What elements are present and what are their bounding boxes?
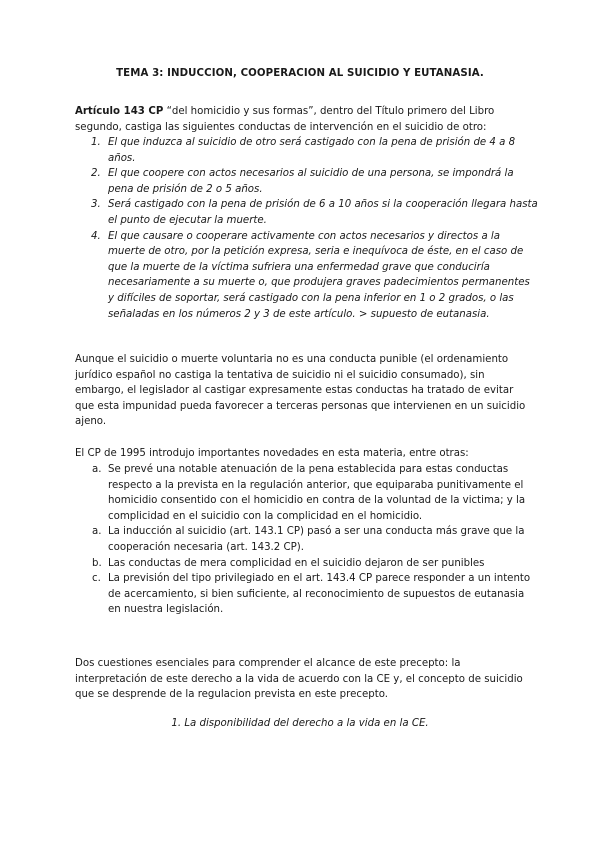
- paragraph-cuestiones: Dos cuestiones esenciales para comprender el alcance de este precepto: la interpretación de este derecho a la vida de acuerdo con la CE y, el concepto de suicidio que se desprende de la regulacion prevista en este precepto.: [75, 658, 523, 701]
- list-item-text: El que induzca al suicidio de otro será castigado con la pena de prisión de 4 a 8 años.: [108, 137, 516, 164]
- list-item-text: El que coopere con actos necesarios al suicidio de una persona, se impondrá la pena de prisión de 2 o 5 años.: [108, 168, 514, 195]
- list-item-letter: a.: [92, 464, 102, 475]
- paragraph-novedades: El CP de 1995 introdujo importantes novedades en esta materia, entre otras:: [75, 448, 469, 459]
- section-subheading: 1. La disponibilidad del derecho a la vida en la CE.: [171, 718, 429, 729]
- list-item-text: Será castigado con la pena de prisión de 6 a 10 años si la cooperación llegara hasta el punto de ejecutar la muerte.: [108, 199, 538, 226]
- list-item-number: 1.: [91, 137, 101, 148]
- list-item: [86, 166, 538, 197]
- document-title: TEMA 3: INDUCCION, COOPERACION AL SUICIDIO Y EUTANASIA.: [116, 68, 484, 79]
- list-item-letter: b.: [92, 557, 102, 569]
- list-item: [86, 229, 538, 323]
- list-item: [86, 462, 538, 524]
- list-item-letter: c.: [92, 573, 101, 585]
- list-item: [86, 556, 538, 572]
- list-item-text: Las conductas de mera complicidad en el suicidio dejaron de ser punibles: [108, 557, 485, 569]
- list-item: [86, 571, 538, 618]
- list-item-text: La previsión del tipo privilegiado en el art. 143.4 CP parece responder a un intento de acercamiento, si bien suficiente, al reconocimiento de supuestos de eutanasia en nuestra legislación.: [108, 573, 531, 616]
- list-item-text: El que causare o cooperare activamente con actos necesarios y directos a la muerte de otro, por la petición expresa, seria e inequívoca de éste, en el caso de que la muerte de la víctima sufriera una enfermedad grave que conduciría necesariamente a su muerte o, que produjera graves padecimientos permanentes y difíciles de soportar, será castigado con la pena inferior en 1 o 2 grados, o las señaladas en los números 2 y 3 de este artículo. > supuesto de eutanasia.: [108, 230, 530, 320]
- intro-text: “del homicidio y sus formas”, dentro del Título primero del Libro segundo, castiga las siguientes conductas de intervención en el suicidio de otro:: [75, 106, 495, 133]
- list-item-text: La inducción al suicidio (art. 143.1 CP) pasó a ser una conducta más grave que la cooperación necesaria (art. 143.2 CP).: [108, 526, 525, 553]
- list-item: [86, 197, 538, 228]
- list-item: [86, 524, 538, 555]
- list-item: [86, 135, 538, 166]
- article-label: Artículo 143 CP: [75, 106, 164, 117]
- cp-novedades-list: [86, 462, 538, 618]
- paragraph-impunidad: Aunque el suicidio o muerte voluntaria no es una conducta punible (el ordenamiento jurídico español no castiga la tentativa de suicidio ni el suicidio consumado), sin embargo, el legislador al castigar expresamente estas conductas ha tratado de evitar que esta impunidad pueda favorecer a terceras personas que intervienen en un suicidio ajeno.: [75, 354, 526, 428]
- article-list: [86, 135, 538, 322]
- list-item-number: 3.: [91, 199, 101, 211]
- intro-paragraph: [75, 104, 535, 135]
- list-item-letter: a.: [92, 526, 102, 538]
- list-item-number: 4.: [91, 230, 101, 242]
- list-item-text: Se prevé una notable atenuación de la pena establecida para estas conductas respecto a la prevista en la regulación anterior, que equiparaba punitivamente el homicidio consentido con el homicidio en contra de la voluntad de la victima; y la complicidad en el suicidio con la complicidad en el homicidio.: [108, 464, 526, 522]
- list-item-number: 2.: [91, 168, 101, 180]
